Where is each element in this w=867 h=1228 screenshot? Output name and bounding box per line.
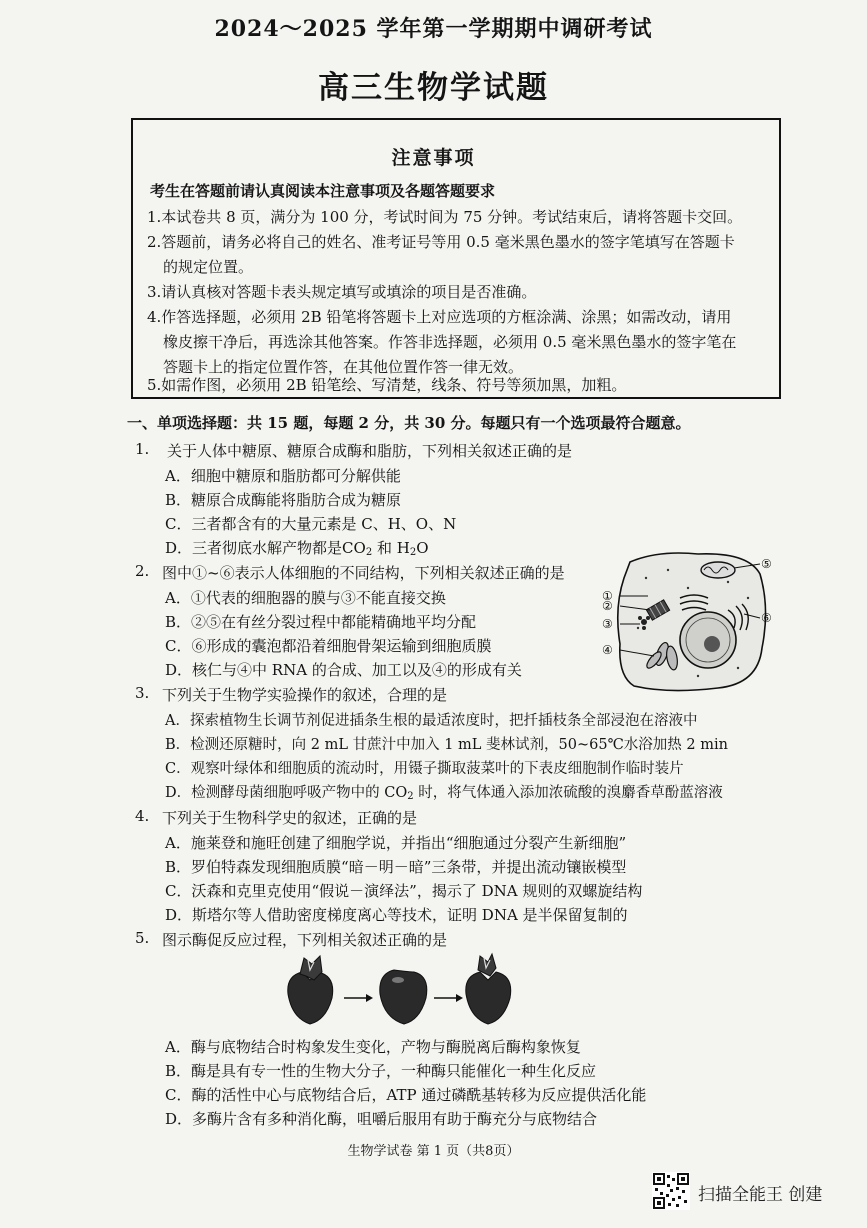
paper-title: 高三生物学试题 xyxy=(318,70,549,106)
enzyme-reaction-diagram xyxy=(280,950,520,1028)
question-number: 1. xyxy=(135,440,150,458)
option-c: C．三者都含有的大量元素是 C、H、O、N xyxy=(165,515,457,533)
notice-item: 橡皮擦干净后，再选涂其他答案。作答非选择题，必须用 0.5 毫米黑色墨水的签字笔在 xyxy=(163,333,737,351)
option-d xyxy=(165,781,723,802)
conjunction-text: 和 xyxy=(372,539,397,557)
option-d: D．核仁与④中 RNA 的合成、加工以及④的形成有关 xyxy=(165,661,522,679)
notice-item: 4.作答选择题，必须用 2B 铅笔将答题卡上对应选项的方框涂满、涂黑；如需改动，请用 xyxy=(147,308,732,326)
option-d xyxy=(165,537,429,558)
option-d: D．斯塔尔等人借助密度梯度离心等技术，证明 DNA 是半保留复制的 xyxy=(165,906,628,924)
option-c: C．沃森和克里克使用“假说－演绎法”，揭示了 DNA 规则的双螺旋结构 xyxy=(165,882,643,900)
section-title: 一、单项选择题：共 15 题，每题 2 分，共 30 分。每题只有一个选项最符合题意。 xyxy=(127,414,691,432)
option-d-text: D．三者彻底水解产物都是 xyxy=(165,539,343,557)
co2-formula: $CO_2$ xyxy=(342,539,373,558)
option-d: D．多酶片含有多种消化酶，咀嚼后服用有助于酶充分与底物结合 xyxy=(165,1110,598,1128)
option-d-text: D．检测酵母菌细胞呼吸产物中的 CO xyxy=(165,785,408,801)
arrow-icon xyxy=(434,994,463,1002)
enzyme-product-icon xyxy=(466,954,511,1024)
option-a: A．探索植物生长调节剂促进插条生根的最适浓度时，把扦插枝条全部浸泡在溶液中 xyxy=(165,713,698,729)
arrow-icon xyxy=(344,994,373,1002)
notice-heading: 注意事项 xyxy=(391,147,476,169)
option-b: B．检测还原糖时，向 2 mL 甘蔗汁中加入 1 mL 斐林试剂，50~65℃水浴加热 2 min xyxy=(165,737,728,753)
option-a: A．①代表的细胞器的膜与③不能直接交换 xyxy=(165,589,446,607)
notice-item: 的规定位置。 xyxy=(163,258,254,276)
label-1: ① xyxy=(602,589,613,603)
enzyme-complex-icon xyxy=(380,970,427,1024)
cell-diagram xyxy=(598,548,778,694)
label-6: ⑥ xyxy=(761,611,772,625)
question-stem: 下列关于生物学实验操作的叙述，合理的是 xyxy=(162,686,448,704)
h2o-formula: $H_2O$ xyxy=(396,539,429,558)
notice-item: 2.答题前，请务必将自己的姓名、准考证号等用 0.5 毫米黑色墨水的签字笔填写在答题卡 xyxy=(147,233,735,251)
notice-item: 答题卡上的指定位置作答，在其他位置作答一律无效。 xyxy=(163,358,524,376)
mitochondrion-icon xyxy=(701,562,735,578)
question-number: 3. xyxy=(135,684,150,702)
enzyme-substrate-icon xyxy=(288,956,333,1024)
option-a: A．细胞中糖原和脂肪都可分解供能 xyxy=(165,467,401,485)
notice-item: 5.如需作图，必须用 2B 铅笔绘、写清楚，线条、符号等须加黑，加粗。 xyxy=(147,376,627,394)
question-number: 5. xyxy=(135,929,150,947)
notice-item: 1.本试卷共 8 页，满分为 100 分，考试时间为 75 分钟。考试结束后，请将答题卡交回。 xyxy=(147,208,743,226)
question-number: 2. xyxy=(135,562,150,580)
question-stem: 下列关于生物科学史的叙述，正确的是 xyxy=(162,809,418,827)
option-c: C．观察叶绿体和细胞质的流动时，用镊子撕取菠菜叶的下表皮细胞制作临时装片 xyxy=(165,761,684,777)
option-c: C．酶的活性中心与底物结合后，ATP 通过磷酰基转移为反应提供活化能 xyxy=(165,1086,647,1104)
label-4: ④ xyxy=(602,643,613,657)
option-d-continuation: 时，将气体通入添加浓硫酸的溴麝香草酚蓝溶液 xyxy=(413,785,723,801)
option-b: B．糖原合成酶能将脂肪合成为糖原 xyxy=(165,491,402,509)
label-2: ② xyxy=(602,599,613,613)
question-stem: 关于人体中糖原、糖原合成酶和脂肪，下列相关叙述正确的是 xyxy=(167,442,573,460)
nucleus-icon xyxy=(680,612,736,668)
option-c: C．⑥形成的囊泡都沿着细胞骨架运输到细胞质膜 xyxy=(165,637,492,655)
label-5: ⑤ xyxy=(761,557,772,571)
notice-intro: 考生在答题前请认真阅读本注意事项及各题答题要求 xyxy=(150,182,496,200)
co2-subscript: 2 xyxy=(407,791,414,802)
scanner-watermark: 扫描全能王 创建 xyxy=(698,1185,823,1205)
question-number: 4. xyxy=(135,807,150,825)
option-b: B．酶是具有专一性的生物大分子，一种酶只能催化一种生化反应 xyxy=(165,1062,597,1080)
question-stem: 图中①~⑥表示人体细胞的不同结构，下列相关叙述正确的是 xyxy=(162,564,565,582)
label-3: ③ xyxy=(602,617,613,631)
option-b: B．罗伯特森发现细胞质膜“暗－明－暗”三条带，并提出流动镶嵌模型 xyxy=(165,858,627,876)
page-footer: 生物学试卷 第 1 页（共8页） xyxy=(347,1144,520,1159)
option-b: B．②⑤在有丝分裂过程中都能精确地平均分配 xyxy=(165,613,477,631)
option-a: A．施莱登和施旺创建了细胞学说，并指出“细胞通过分裂产生新细胞” xyxy=(165,834,627,852)
qr-code-icon xyxy=(652,1172,690,1210)
option-a: A．酶与底物结合时构象发生变化，产物与酶脱离后酶构象恢复 xyxy=(165,1038,581,1056)
question-stem: 图示酶促反应过程，下列相关叙述正确的是 xyxy=(162,931,448,949)
exam-title: 2024～2025 学年第一学期期中调研考试 xyxy=(214,16,653,42)
notice-item: 3.请认真核对答题卡表头规定填写或填涂的项目是否准确。 xyxy=(147,283,537,301)
